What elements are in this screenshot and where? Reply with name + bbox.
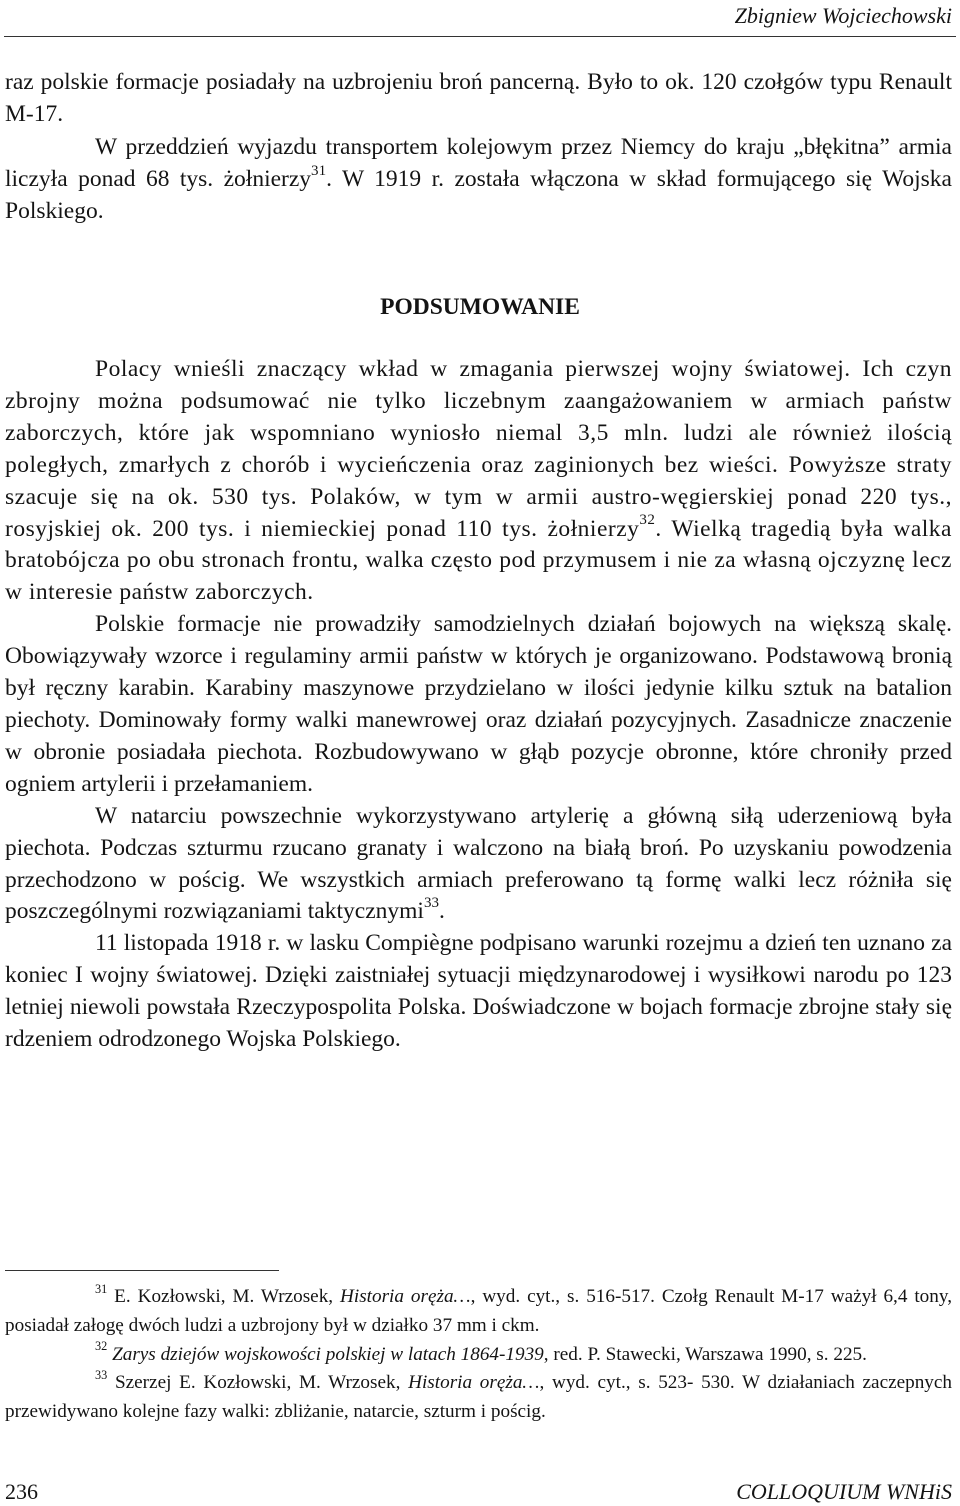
footnote-number: 32 xyxy=(95,1339,108,1354)
footnote-number: 31 xyxy=(95,1281,108,1296)
footnote-text: Szerzej E. Kozłowski, M. Wrzosek, xyxy=(107,1372,409,1394)
summary-paragraph-2: Polskie formacje nie prowadziły samodzielnych działań bojowych na większą skalę. Obowiązywały wzorce i regulaminy armii państw w których je organizowano. Podstawową bronią był ręczny karabin. Karabiny maszynowe przydzielano w ilości jedynie kilku sztuk na batalion piechoty. Dominowały formy walki manewrowej oraz działań pozycyjnych. Zasadnicze znaczenie w obronie posiadała piechota. Rozbudowywano w głąb pozycje obronne, które chroniły przed ogniem artylerii i przełamaniem. xyxy=(5,611,952,797)
footnote-ref-31[interactable]: 31 xyxy=(311,162,327,179)
footnote-title: Zarys dziejów wojskowości polskiej w latach 1864-1939 xyxy=(112,1343,544,1365)
footnote-text-end: , wyd. cyt., s. 523- 530. W działaniach zaczepnych przewidywano kolejne fazy walki: zbliżanie, natarcie, szturm i pościg. xyxy=(5,1372,953,1423)
summary-text xyxy=(5,354,952,1056)
footnote-rule xyxy=(5,1270,279,1271)
section-title: PODSUMOWANIE xyxy=(380,294,580,320)
intro-paragraph-2 xyxy=(5,131,952,228)
footnote-ref-33[interactable]: 33 xyxy=(423,895,439,912)
footnote-number: 33 xyxy=(95,1368,108,1383)
footnote-text: E. Kozłowski, M. Wrzosek, xyxy=(107,1286,341,1307)
summary-paragraph-1 xyxy=(5,354,952,609)
intro-paragraph-2-text-end: . W 1919 r. została włączona w skład formującego się Wojska Polskiego. xyxy=(5,165,952,225)
summary-paragraph-3 xyxy=(5,801,952,929)
footnote-text-end: , wyd. cyt., s. 516-517. Czołg Renault M-17 ważył 6,4 tony, posiadał załogę dwóch ludzi a uzbrojony był w działko 37 mm i ckm. xyxy=(5,1286,953,1336)
summary-paragraph-1-text-end: . Wielką tragedią była walka bratobójcza po obu stronach frontu, walka często pod przymusem i nie za własną ojczyznę lecz w interesie państw zaborczych. xyxy=(5,515,952,606)
footnote-32 xyxy=(5,1341,952,1370)
page-number: 236 xyxy=(5,1479,38,1504)
intro-paragraph-2-text: W przeddzień wyjazdu transportem kolejowym przez Niemcy do kraju „błękitna” armia liczyła ponad 68 tys. żołnierzy xyxy=(5,133,952,192)
footnote-title: Historia oręża… xyxy=(340,1286,471,1307)
summary-paragraph-1-text: Polacy wnieśli znaczący wkład w zmagania pierwszej wojny światowej. Ich czyn zbrojny można podsumować nie tylko liczebnym zaangażowaniem w armiach państw zaborczych, które jak wspomniano wyniosło niemal 3,5 mln. ludzi ale również ilością poległych, zmarłych z chorób i wycieńczenia oraz zaginionych bez wieści. Powyższe straty szacuje się na ok. 530 tys. Polaków, w tym w armii austro-węgierskiej ponad 220 tys., rosyjskiej ok. 200 tys. i niemieckiej ponad 110 tys. żołnierzy xyxy=(5,356,952,542)
journal-name: COLLOQUIUM WNHiS xyxy=(736,1479,952,1504)
header-rule xyxy=(4,36,956,37)
summary-paragraph-4: 11 listopada 1918 r. w lasku Compiègne podpisano warunki rozejmu a dzień ten uznano za koniec I wojny światowej. Dzięki zaistniałej sytuacji międzynarodowej i wysiłkowi narodu po 123 letniej niewoli powstała Rzeczypospolita Polska. Doświadczone w bojach formacje zbrojne stały się rdzeniem odrodzonego Wojska Polskiego. xyxy=(5,930,952,1053)
summary-paragraph-3-text: W natarciu powszechnie wykorzystywano artylerię a główną siłą uderzeniową była piechota. Podczas szturmu rzucano granaty i walczono na białą broń. Po uzyskaniu powodzenia przechodzono w pościg. We wszystkich armiach preferowano tą formę walki lecz różniła się poszczególnymi rozwiązaniami taktycznymi xyxy=(5,802,952,925)
footnote-31 xyxy=(5,1283,952,1341)
intro-paragraph-1: raz polskie formacje posiadały na uzbrojeniu broń pancerną. Było to ok. 120 czołgów typu Renault M-17. xyxy=(5,69,952,128)
footnote-33 xyxy=(5,1369,952,1427)
footnote-title: Historia oręża… xyxy=(408,1372,540,1394)
footnote-ref-32[interactable]: 32 xyxy=(639,512,656,529)
intro-text xyxy=(5,66,952,227)
running-header-author: Zbigniew Wojciechowski xyxy=(734,3,952,28)
summary-paragraph-3-text-end: . xyxy=(438,898,445,925)
footnote-text-end: , red. P. Stawecki, Warszawa 1990, s. 225. xyxy=(543,1343,867,1365)
footnotes xyxy=(5,1283,952,1427)
